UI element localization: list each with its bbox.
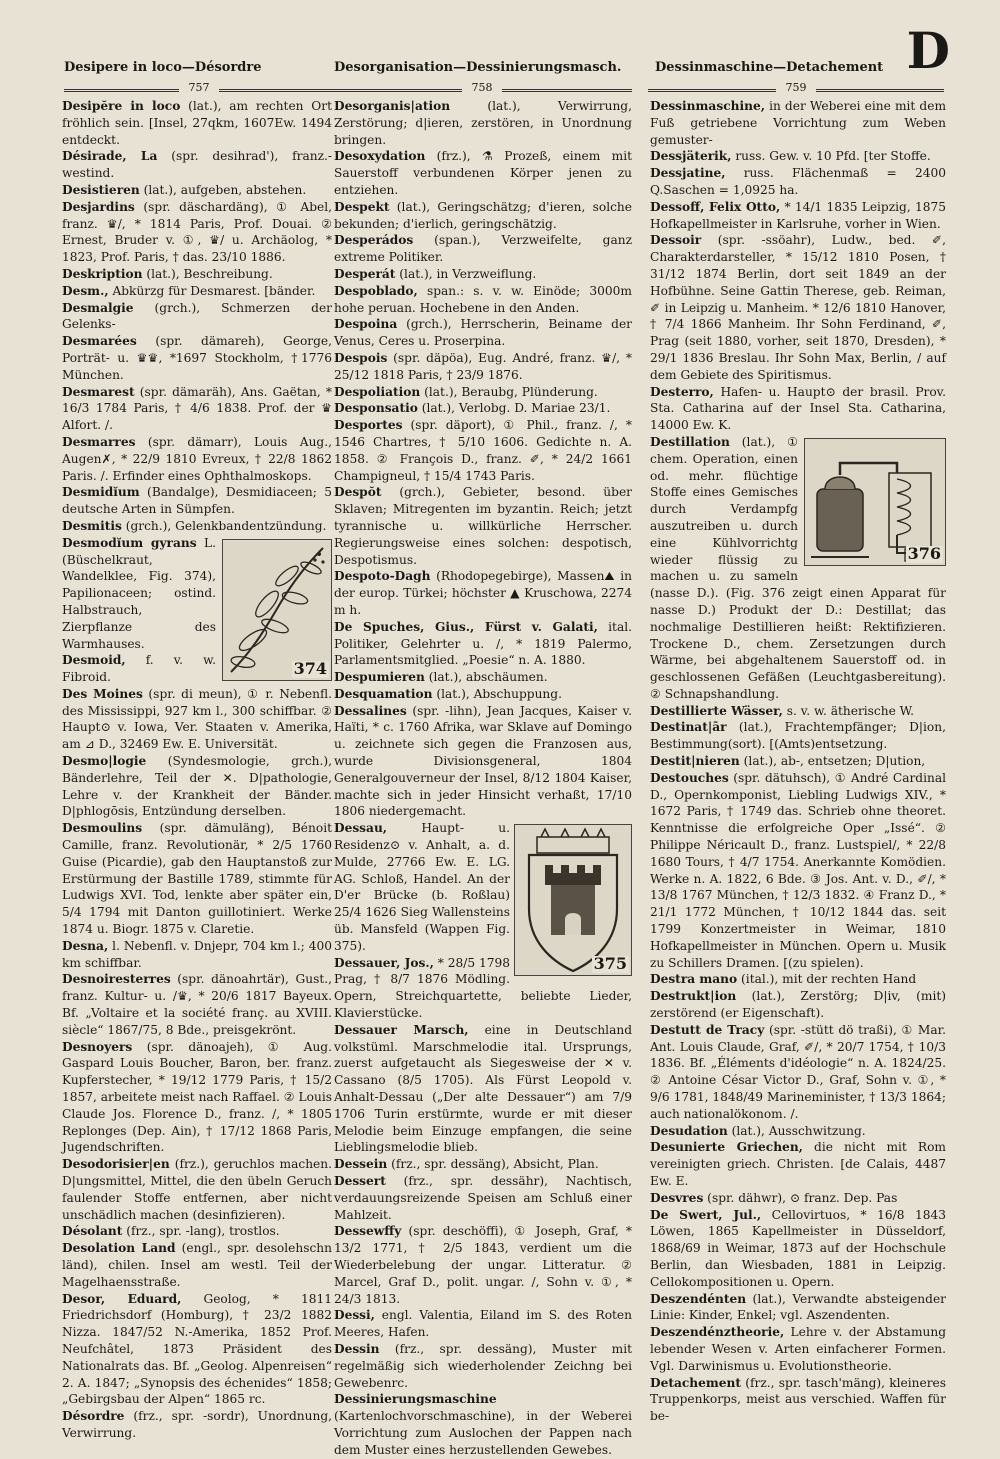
- dictionary-entry: [62, 518, 332, 535]
- entry-headword: Destouches: [650, 770, 729, 785]
- entry-text: Cellovirtuos, * 16/8 1843 Löwen, 1865 Kapellmeister in Düsseldorf, 1868/69 in Weimar, 1873 auf der Hochschule Berlin, dan Wiesbaden, 1881 in Leipzig. Cellokompositionen u. Opern.: [650, 1207, 946, 1289]
- entry-text: (frz., spr. tasch'mäng), kleineres Truppenkorps, meist aus verschied. Waffen für be-: [650, 1375, 946, 1424]
- entry-text: die nicht mit Rom vereinigten griech. Christen. [de Calais, 4487 Ew. E.: [650, 1140, 946, 1188]
- dictionary-entry: [650, 1022, 946, 1123]
- dictionary-entry: [334, 1173, 632, 1223]
- dictionary-entry: [650, 753, 946, 770]
- entry-headword: Dessi,: [334, 1308, 375, 1323]
- dictionary-entry: [62, 384, 332, 434]
- dictionary-entry: [650, 1375, 946, 1425]
- entry-text: russ. Flächenmaß = 2400 Q.Saschen = 1,0925 ha.: [650, 166, 946, 197]
- figure-375-dessau-coat-of-arms: [514, 824, 632, 976]
- entry-text: (spr. -stütt dö traßi), ① Mar. Ant. Louis Claude, Graf, ✐/, * 20/7 1754, † 10/3 1836. Bf. „Éléments d'idéologie“ n. A. 1824/25. ② Antoine César Victor D., Graf, Sohn v. ①, * 9/6 1781, 1848/49 Marineminister, † 13/3 1864; auch nationalökonom. /.: [650, 1022, 946, 1121]
- dictionary-entry: [650, 98, 946, 148]
- entry-headword: Dessewffy: [334, 1224, 402, 1239]
- entry-headword: Des Moines: [62, 686, 143, 701]
- dictionary-entry: [334, 1307, 632, 1341]
- entry-headword: Desmoulins: [62, 821, 143, 836]
- entry-text: (lat.), Beschreibung.: [142, 266, 273, 281]
- entry-headword: Destit|nieren: [650, 754, 740, 769]
- dictionary-entry: [650, 1190, 946, 1207]
- entry-text: (spr. dätuhsch), ① André Cardinal D., Opernkomponist, Liebling Ludwigs XIV., * 1672 Paris, † 1749 das. Schrieb ohne theoret. Kenntnisse die erfolgreiche Oper „Issé“. ② Philippe Néricault D., franz. Lustspiel/, * 22/8 1680 Tours, † 4/7 1754. Anerkannte Komödien. Werke n. A. 1822, 6 Bde. ③ Jos. Ant. v. D., ✐/, * 13/8 1767 München, † 12/3 1832. ④ Franz D., * 21/1 1772 München, † 10/12 1844 das. seit 1799 Konzertmeister in Weimar, 1810 Hofkapellmeister in München. Opern u. Musik zu Schillers Dramen. [(zu spielen).: [650, 770, 946, 970]
- entry-text: (lat.), Geringschätzg; d'ieren, solche bekunden; d'ierlich, geringschätzig.: [334, 199, 632, 231]
- entry-text: (lat.), Zerstörg; D|iv, (mit) zerstörend (er Eigenschaft).: [650, 989, 946, 1021]
- dictionary-entry: [334, 384, 632, 401]
- entry-headword: Destutt de Tracy: [650, 1022, 765, 1037]
- entry-text: (spr. dänoajeh), ① Aug. Gaspard Louis Boucher, Baron, ber. franz. Kupferstecher, * 19/12 1779 Paris, † 15/2 1857, arbeitete meist nach Raffael. ② Louis Claude Jos. Florence D., franz. /, * 1805 Replonges (Dep. Ain), † 17/12 1868 Paris, Jugendschriften.: [62, 1039, 332, 1155]
- dictionary-entry: [650, 971, 946, 988]
- entry-headword: Dessinierungsmaschine: [334, 1392, 497, 1407]
- entry-headword: Destra mano: [650, 972, 738, 987]
- dictionary-entry: [334, 316, 632, 350]
- dictionary-entry: [62, 333, 332, 383]
- entry-headword: Desmarest: [62, 384, 135, 399]
- entry-text: (spr. däschardäng), ① Abel, franz. ♛/, * 1814 Paris, Prof. Douai. ② Ernest, Bruder v. ①, ♛/ u. Archäolog, * 1823, Prof. Paris, † das. 23/10 1886.: [62, 199, 332, 265]
- dictionary-entry: [334, 669, 632, 686]
- dictionary-entry: [650, 1139, 946, 1189]
- entry-text: (grch.), Gebieter, besond. über Sklaven; Mitregenten im byzantin. Reich; jetzt tyrannische u. willkürliche Herrscher. Regierungsweise eines solchen: despotisch, Despotismus.: [334, 485, 632, 567]
- dictionary-entry: [334, 266, 632, 283]
- entry-headword: Desna,: [62, 938, 109, 953]
- entry-text: (frz., spr. -lang), trostlos.: [122, 1224, 280, 1239]
- entry-headword: Desponsatio: [334, 401, 418, 416]
- dictionary-entry: [650, 232, 946, 383]
- entry-text: (lat.), ab-, entsetzen; D|ution,: [739, 754, 926, 769]
- entry-text: (lat.), abschäumen.: [424, 670, 548, 685]
- entry-headword: Desmodĭum gyrans: [62, 535, 197, 550]
- entry-headword: Detachement: [650, 1375, 742, 1390]
- entry-headword: Destillierte Wässer,: [650, 703, 783, 718]
- entry-headword: Dessjatine,: [650, 166, 726, 181]
- entry-headword: Dessjäterik,: [650, 149, 732, 164]
- figure-number: 376: [907, 544, 941, 564]
- entry-headword: Desodorisier|en: [62, 1157, 170, 1172]
- dictionary-entry: [62, 1240, 332, 1290]
- dictionary-entry: [650, 148, 946, 165]
- entry-text: (spr. däpöa), Eug. André, franz. ♛/, * 25/12 1818 Paris, † 23/9 1876.: [334, 350, 632, 382]
- figure-376-distillation-apparatus: [804, 438, 946, 566]
- entry-text: Lehre v. der Abstamung lebender Wesen v. Arten einfacherer Formen. Vgl. Darwinismus u. Evolutionstheorie.: [650, 1325, 946, 1373]
- dictionary-entry: [62, 1408, 332, 1442]
- dictionary-entry: [62, 148, 332, 182]
- entry-headword: Desor, Eduard,: [62, 1291, 182, 1306]
- figure-number: 374: [293, 658, 327, 678]
- entry-headword: Destrukt|ion: [650, 989, 737, 1004]
- entry-text: (spr. desihrad'), franz.-westind.: [62, 149, 332, 181]
- dictionary-entry: [62, 1223, 332, 1240]
- entry-headword: Desmidĭum: [62, 485, 140, 500]
- entry-headword: Despoblado,: [334, 283, 418, 298]
- entry-headword: Desmarres: [62, 434, 136, 449]
- dictionary-entry: [650, 199, 946, 233]
- dictionary-entry: [650, 1207, 946, 1291]
- entry-headword: Despois: [334, 350, 388, 365]
- entry-headword: Desudation: [650, 1123, 728, 1138]
- dictionary-entry: [334, 350, 632, 384]
- entry-text: Geolog, * 1811 Friedrichsdorf (Homburg), † 23/2 1882 Nizza. 1847/52 N.-Amerika, 1852 Prof. Neufchâtel, 1873 Präsident des Nationalrats das. Bf. „Geolog. Alpenreisen“ 2. A. 1847; „Synopsis des échenides“ 1858; „Gebirgsbau der Alpen“ 1865 rc.: [62, 1291, 332, 1407]
- dictionary-entry: [650, 1324, 946, 1374]
- entry-headword: Despoina: [334, 317, 398, 332]
- entry-headword: Desterro,: [650, 384, 714, 399]
- entry-headword: Desnoyers: [62, 1039, 133, 1054]
- entry-headword: Dessauer Marsch,: [334, 1022, 469, 1037]
- entry-headword: Desmoid,: [62, 653, 126, 668]
- entry-text: (Rhodopegebirge), Massen⛰ in der europ. Türkei; höchster ▲ Kruschowa, 2274 m h.: [334, 569, 632, 617]
- entry-headword: Desoxydation: [334, 149, 426, 164]
- dictionary-entry: [62, 266, 332, 283]
- entry-text: (frz.), ⚗ Prozeß, einem mit Sauerstoff verbundenen Körper jenen zu entziehen.: [334, 149, 632, 197]
- entry-headword: Despumieren: [334, 670, 425, 685]
- dictionary-entry: [650, 384, 946, 434]
- entry-text: (grch.), Herrscherin, Beiname der Venus, Ceres u. Proserpina.: [334, 317, 632, 349]
- entry-text: (spr. dähwr), ⊙ franz. Dep. Pas: [703, 1190, 898, 1205]
- entry-text: (spr. -lihn), Jean Jacques, Kaiser v. Haïti, * c. 1760 Afrika, war Sklave auf Domingo u. zeichnete sich gegen die Franzosen aus, wurde Divisionsgeneral, 1804 Generalgouverneur der Insel, 8/12 1804 Kaiser, machte sich in jeder Hinsicht verhaßt, 17/10 1806 niedergemacht.: [334, 703, 632, 819]
- entry-text: (spr. dämareh), George, Porträt- u. ♛♛, *1697 Stockholm, †1776 München.: [62, 334, 332, 382]
- dictionary-entry: [62, 820, 332, 938]
- entry-text: f. v. w. Fibroid.: [62, 653, 216, 685]
- entry-headword: Desmalgie: [62, 300, 134, 315]
- dictionary-entry: [62, 484, 332, 518]
- entry-headword: Desperát: [334, 266, 396, 281]
- entry-headword: Despŏt: [334, 485, 382, 500]
- dictionary-entry: [650, 770, 946, 972]
- entry-text: (lat.), am rechten Ort fröhlich sein. [Insel, 27qkm, 1607Ew. 1494 entdeckt.: [62, 99, 332, 147]
- entry-text: engl. Valentia, Eiland im S. des Roten Meeres, Hafen.: [334, 1308, 632, 1340]
- entry-text: Abkürzg für Desmarest. [bänder.: [108, 283, 316, 298]
- entry-text: (spr. -ssöahr), Ludw., bed. ✐, Charakterdarsteller, * 15/12 1810 Posen, † 31/12 1874 Berlin, dort seit 1849 an der Hofbühne. Seine Gattin Therese, geb. Reiman, ✐ in Leipzig u. Manheim. * 12/6 1810 Hanover, † 7/4 1866 Manheim. Ihr Sohn Ferdinand, ✐, Prag (seit 1880, vorher, seit 1870, Dresden), * 29/1 1836 Breslau. Ihr Sohn Max, Berlin, / auf dem Gebiete des Spiritismus.: [650, 233, 946, 382]
- column-center: [334, 98, 632, 1457]
- entry-text: s. v. w. ätherische W.: [782, 703, 914, 718]
- entry-text: (lat.), Verwandte absteigender Linie: Kinder, Enkel; vgl. Aszendenten.: [650, 1291, 946, 1323]
- entry-text: (spr. di meun), ① r. Nebenfl. des Mississippi, 927 km l., 300 schiffbar. ② Haupt⊙ v. Iowa, Ver. Staaten v. Amerika, am ⊿ D., 32469 Ew. E. Universität.: [62, 686, 332, 752]
- entry-text: (lat.), Verlobg. D. Mariae 23/1.: [417, 401, 611, 416]
- entry-text: (frz., spr. -sordr), Unordnung, Verwirrung.: [62, 1409, 332, 1440]
- entry-text: (spr. däport), ① Phil., franz. /, * 1546 Chartres, † 5/10 1606. Gedichte n. A. 1858. ② François D., franz. ✐, * 24/2 1661 Champigneul, † 15/4 1743 Paris.: [334, 418, 632, 483]
- dictionary-entry: [62, 199, 332, 266]
- dictionary-entry: [334, 98, 632, 148]
- dictionary-entry: [334, 568, 632, 618]
- entry-headword: Désolant: [62, 1224, 123, 1239]
- dictionary-entry: [334, 1391, 632, 1458]
- entry-headword: Desorganis|ation: [334, 99, 451, 113]
- entry-text: (lat.), Ausschwitzung.: [727, 1123, 866, 1138]
- page-number-left: 757: [64, 81, 334, 97]
- entry-text: (Kartenlochvorschmaschine), in der Weberei Vorrichtung zum Auslochen der Pappen nach dem Muster eines herzustellenden Gewebes.: [334, 1409, 632, 1457]
- entry-headword: Dessert: [334, 1174, 386, 1188]
- entry-headword: Desolation Land: [62, 1241, 176, 1256]
- entry-text: eine in Deutschland volkstüml. Marschmelodie ital. Ursprungs, zuerst aufgetaucht als Siegesweise der ✕ v. Cassano (8/5 1705). Als Fürst Leopold v. Anhalt-Dessau („Der alte Dessauer“) am 7/9 1706 Turin erstürmte, wurde er mit dieser Melodie beim Einzuge empfangen, die seine Lieblingsmelodie blieb.: [334, 1022, 632, 1155]
- figure-number: 375: [593, 954, 627, 974]
- entry-headword: Destillation: [650, 434, 730, 449]
- dictionary-entry: [334, 199, 632, 233]
- entry-text: l. Nebenfl. v. Dnjepr, 704 km l.; 400 km schiffbar.: [62, 938, 332, 970]
- entry-text: * 28/5 1798 Prag, † 8/7 1876 Mödling. Opern, Streichquartette, beliebte Lieder, Klavierstücke.: [334, 955, 632, 1021]
- entry-headword: Deszendénztheorie,: [650, 1325, 785, 1340]
- entry-headword: Deskription: [62, 266, 143, 281]
- entry-headword: Deszendénten: [650, 1291, 747, 1306]
- entry-headword: Dessauer, Jos.,: [334, 955, 434, 970]
- dictionary-entry: [334, 1341, 632, 1391]
- entry-headword: Desipĕre in loco: [62, 99, 181, 113]
- entry-text: (lat.), Frachtempfänger; D|ion, Bestimmung(sort). [(Amts)entsetzung.: [650, 720, 946, 752]
- dictionary-entry: [334, 232, 632, 266]
- entry-headword: Desperádos: [334, 233, 414, 248]
- entry-headword: Desvres: [650, 1190, 704, 1205]
- entry-text: (Syndesmologie, grch.), Bänderlehre, Teil der ✕. D|pathologie, Lehre v. der Krankheit der Bänder. D|phlogōsis, Entzündung derselben.: [62, 754, 332, 819]
- entry-headword: Desunierte Griechen,: [650, 1140, 803, 1155]
- entry-text: (frz., spr. dessäng), Absicht, Plan.: [387, 1157, 599, 1172]
- entry-headword: Destinat|ār: [650, 720, 727, 735]
- header-right: Dessinmaschine—Detachement: [655, 60, 884, 75]
- entry-headword: Desnoiresterres: [62, 972, 171, 987]
- entry-headword: Desjardins: [62, 199, 135, 214]
- dictionary-entry: [334, 283, 632, 317]
- dictionary-entry: [62, 971, 332, 1038]
- header-left: Desipere in loco—Désordre: [64, 60, 262, 75]
- entry-text: Hafen- u. Haupt⊙ der brasil. Prov. Sta. Catharina auf der Insel Sta. Catharina, 14000 Ew. K.: [650, 384, 946, 433]
- coat-of-arms-illustration: [515, 825, 631, 975]
- entry-headword: Désirade, La: [62, 149, 158, 164]
- dictionary-entry: [62, 283, 332, 300]
- entry-text: L. (Büschelkraut, Wandelklee, Fig. 374), Papilionaceen; ostind. Halbstrauch, Zierpflanze des Warmhauses.: [62, 535, 216, 651]
- entry-text: (grch.), Gelenkbandentzündung.: [121, 518, 327, 533]
- entry-headword: Dessin: [334, 1341, 380, 1356]
- dictionary-entry: [62, 1156, 332, 1223]
- dictionary-entry: [334, 1156, 632, 1173]
- entry-headword: Dessalines: [334, 703, 407, 718]
- entry-headword: Desistieren: [62, 182, 140, 197]
- dictionary-entry: [334, 686, 632, 703]
- section-letter: D: [906, 21, 950, 80]
- entry-text: (lat.), Abschuppung.: [432, 686, 562, 701]
- entry-text: ital. Politiker, Gelehrter u. /, * 1819 Palermo, Parlamentsmitglied. „Poesie“ n. A. 1880.: [334, 619, 632, 668]
- dictionary-entry: [334, 703, 632, 821]
- entry-text: (lat.), ① chem. Operation, einen od. mehr. flüchtige Stoffe eines Gemisches durch Verdampfg auszutreiben u. durch eine Kühlvorrichtg wieder flüssig zu machen u. zu sameln (nasse D.). (Fig. 376 zeigt einen Apparat für nasse D.) Produkt der D.: Destillat; das nochmalige Destillieren heißt: Rektifizieren. Trockene D., chem. Zersetzungen durch Wärme, bei abgehaltenem Sauerstoff od. in geschlossenen Gefäßen (Leuchtgasbereitung). ② Schnapshandlung.: [650, 434, 946, 701]
- entry-headword: Despoto-Dagh: [334, 569, 431, 584]
- entry-headword: Despekt: [334, 199, 390, 214]
- entry-text: (Bandalge), Desmidiaceen; 5 deutsche Arten in Sümpfen.: [62, 485, 332, 517]
- figure-374-desmodium: [222, 539, 332, 681]
- dictionary-entry: [62, 1039, 332, 1157]
- dictionary-entry: [334, 1022, 632, 1156]
- header-center: Desorganisation—Dessinierungsmasch.: [334, 60, 622, 75]
- entry-headword: Despoliation: [334, 384, 421, 399]
- dictionary-entry: [334, 148, 632, 198]
- dictionary-entry: [650, 1291, 946, 1325]
- entry-text: (frz., spr. dessähr), Nachtisch, verdauungsreizende Speisen am Schluß einer Mahlzeit.: [334, 1174, 632, 1222]
- entry-headword: Desmarées: [62, 334, 137, 349]
- entry-text: (ital.), mit der rechten Hand: [737, 972, 917, 987]
- entry-headword: Desmitis: [62, 518, 122, 533]
- entry-headword: Dessein: [334, 1157, 388, 1172]
- entry-text: (lat.), Beraubg, Plünderung.: [420, 384, 598, 399]
- dictionary-entry: [62, 182, 332, 199]
- entry-text: (engl., spr. desolehschn länd), chilen. Insel am westl. Teil der Magelhaensstraße.: [62, 1241, 332, 1289]
- entry-text: (spr. dämuläng), Bénoit Camille, franz. Revolutionär, * 2/5 1760 Guise (Picardie), gab den Hauptanstoß zur Erstürmung der Bastille 1789, stimmte für Ludwigs XVI. Tod, lenkte aber später ein, 5/4 1794 mit Danton guillotiniert. Werke 1874 u. Biogr. 1875 v. Claretie.: [62, 821, 332, 937]
- entry-text: (spr. dämarr), Louis Aug., Augen✗, * 22/9 1810 Evreux, † 22/8 1862 Paris. /. Erfinder eines Ophthalmoskops.: [62, 434, 332, 483]
- entry-text: (grch.), Schmerzen der Gelenks-: [62, 300, 332, 332]
- entry-text: (frz.), geruchlos machen. D|ungsmittel, Mittel, die den übeln Geruch faulender Stoffe entfernen, aber nicht unschädlich machen (desinfizieren).: [62, 1157, 332, 1222]
- dictionary-entry: [62, 686, 332, 753]
- dictionary-entry: [334, 417, 632, 484]
- entry-headword: Desquamation: [334, 686, 433, 701]
- dictionary-entry: [334, 1223, 632, 1307]
- dictionary-entry: [650, 988, 946, 1022]
- entry-text: (lat.), in Verzweiflung.: [395, 266, 537, 281]
- dictionary-entry: [334, 619, 632, 669]
- dictionary-entry: [62, 1291, 332, 1409]
- dictionary-entry: [650, 1123, 946, 1140]
- dictionary-entry: [650, 719, 946, 753]
- entry-text: span.: s. v. w. Einöde; 3000m hohe peruan. Hochebene in den Anden.: [334, 283, 632, 315]
- entry-text: (lat.), Verwirrung, Zerstörung; d|ieren, zerstören, in Unordnung bringen.: [334, 99, 632, 147]
- dictionary-entry: [334, 400, 632, 417]
- dictionary-entry: [62, 938, 332, 972]
- entry-headword: Dessoir: [650, 233, 702, 248]
- page-number-right: 759: [648, 81, 944, 97]
- entry-text: (lat.), aufgeben, abstehen.: [139, 182, 307, 197]
- entry-text: (span.), Verzweifelte, ganz extreme Politiker.: [334, 233, 632, 265]
- entry-headword: Desmo|logie: [62, 754, 147, 769]
- entry-text: (spr. deschöffi), ① Joseph, Graf, * 13/2 1771, † 2/5 1843, verdient um die Wiederbelebung der ungar. Litteratur. ② Marcel, Graf D., polit. ungar. /, Sohn v. ①, * 24/3 1813.: [334, 1224, 632, 1306]
- page-number-center: 758: [332, 81, 632, 97]
- column-left: [62, 98, 332, 1440]
- entry-text: * 14/1 1835 Leipzig, 1875 Hofkapellmeister in Karlsruhe, vorher in Wien.: [650, 199, 946, 231]
- entry-text: (spr. dämaräh), Ans. Gaëtan, * 16/3 1784 Paris, † 4/6 1838. Prof. der ♛ Alfort. /.: [62, 384, 332, 433]
- entry-text: (frz., spr. dessäng), Muster mit regelmäßig sich wiederholender Zeichng bei Gewebenrc.: [334, 1341, 632, 1390]
- dictionary-entry: [650, 165, 946, 199]
- dictionary-entry: [62, 753, 332, 820]
- entry-headword: Desm.,: [62, 283, 109, 298]
- dictionary-entry: [650, 703, 946, 720]
- entry-text: Haupt- u. Residenz⊙ v. Anhalt, a. d. Mulde, 27766 Ew. E. LG. AG. Schloß, Handel. An der D'er Brücke (b. Roßlau) 25/4 1626 Sieg Wallensteins üb. Mansfeld (Wappen Fig. 375).: [334, 821, 510, 953]
- entry-headword: Desportes: [334, 418, 403, 433]
- entry-text: (spr. dänoahrtär), Gust., franz. Kultur- u. /♛, * 20/6 1817 Bayeux. Bf. „Voltaire et la société franç. au XVIII. siècle“ 1867/75, 8 Bde., preisgekrönt.: [62, 972, 332, 1037]
- entry-headword: De Spuches, Gius., Fürst v. Galati,: [334, 619, 598, 634]
- dictionary-entry: [62, 300, 332, 334]
- entry-text: in der Weberei eine mit dem Fuß getriebene Vorrichtung zum Weben gemuster-: [650, 99, 946, 147]
- dictionary-entry: [62, 434, 332, 484]
- entry-headword: Dessoff, Felix Otto,: [650, 199, 781, 214]
- entry-text: russ. Gew. v. 10 Pfd. [ter Stoffe.: [731, 149, 931, 164]
- column-right: [650, 98, 946, 1424]
- dictionary-entry: [334, 484, 632, 568]
- entry-headword: De Swert, Jul.,: [650, 1207, 762, 1222]
- dictionary-entry: [62, 98, 332, 148]
- entry-headword: Dessinmaschine,: [650, 99, 765, 113]
- entry-headword: Dessau,: [334, 821, 388, 836]
- entry-headword: Désordre: [62, 1409, 125, 1424]
